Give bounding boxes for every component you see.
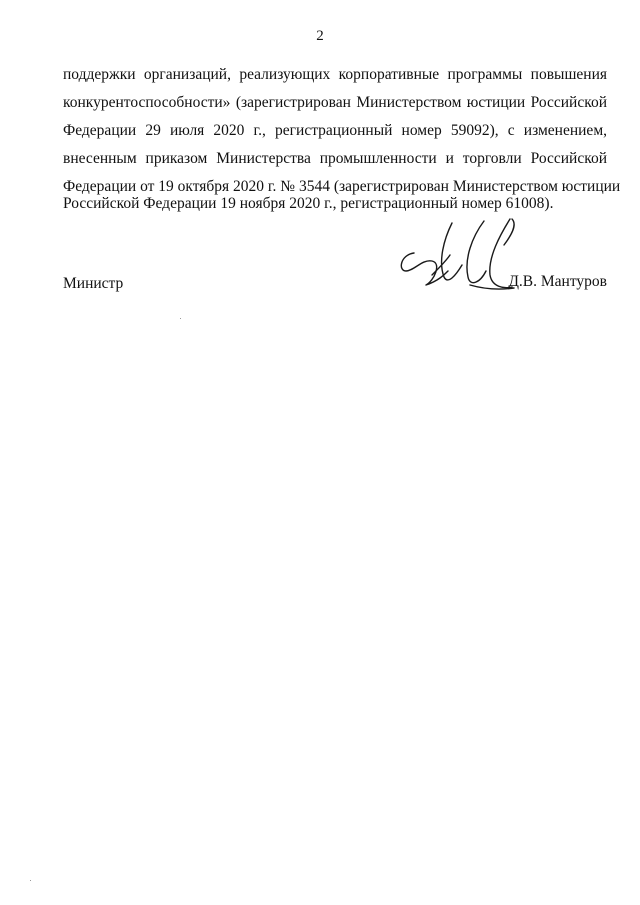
body-line-1: поддержки организаций, реализующих корпоративные программы повышения: [63, 66, 607, 83]
body-line-4: внесенным приказом Министерства промышленности и торговли Российской: [63, 150, 607, 167]
signatory-position: Министр: [63, 275, 124, 292]
body-line-6: Российской Федерации 19 ноября 2020 г., регистрационный номер 61008).: [63, 195, 554, 212]
signatory-name: Д.В. Мантуров: [508, 273, 607, 290]
scan-speck: [30, 880, 31, 881]
body-line-5: Федерации от 19 октября 2020 г. № 3544 (зарегистрирован Министерством юстиции: [63, 178, 621, 195]
body-line-3: Федерации 29 июля 2020 г., регистрационный номер 59092), с изменением,: [63, 122, 607, 139]
body-line-2: конкурентоспособности» (зарегистрирован Министерством юстиции Российской: [63, 94, 607, 111]
scan-speck: [180, 318, 181, 319]
page-number: 2: [316, 28, 324, 44]
